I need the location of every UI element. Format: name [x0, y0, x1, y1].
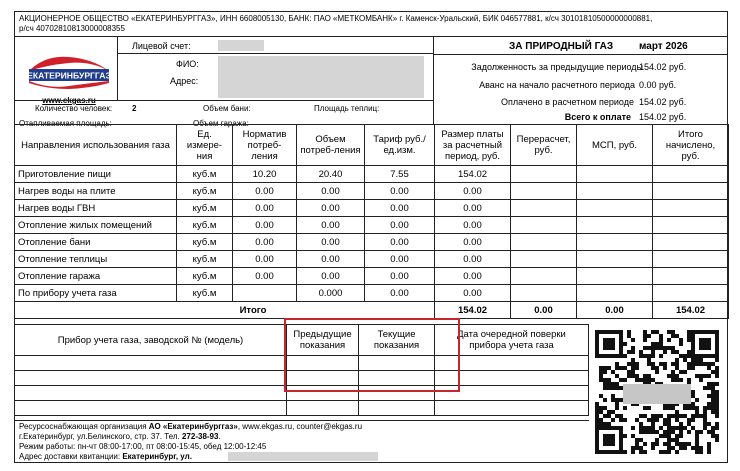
cell-unit: куб.м: [177, 200, 233, 217]
cell-total: [653, 166, 729, 183]
cell-tariff: 0.00: [365, 183, 435, 200]
cell-direction: Нагрев воды ГВН: [15, 200, 177, 217]
col-header-recalc: Перерасчет, руб.: [511, 125, 577, 166]
cell-msp: [577, 217, 653, 234]
prev-reading-input[interactable]: [287, 401, 359, 416]
table-row: [15, 183, 729, 200]
cell-direction: Отопление теплицы: [15, 251, 177, 268]
cell-unit: куб.м: [177, 268, 233, 285]
summary-advance-value: 0.00 руб.: [639, 80, 677, 90]
fio-label: ФИО:: [176, 59, 199, 69]
cell-msp: [577, 200, 653, 217]
footer-delivery-addr: Екатеринбург, ул.: [122, 452, 192, 461]
summary-debt-value: 154.02 руб.: [639, 62, 687, 72]
cell-msp: [577, 268, 653, 285]
cell-total: [653, 217, 729, 234]
payment-qr-code: [595, 330, 719, 454]
table-row: [15, 285, 729, 302]
meter-device-cell: [15, 371, 287, 386]
cell-unit: куб.м: [177, 285, 233, 302]
cell-recalc: [511, 251, 577, 268]
total-sum: 154.02: [653, 302, 729, 319]
cell-unit: куб.м: [177, 166, 233, 183]
summary-paid-label: Оплачено в расчетном периоде: [501, 97, 634, 107]
cell-msp: [577, 234, 653, 251]
col-header-direction: Направления использования газа: [15, 125, 177, 166]
col-header-unit: Ед. измере-ния: [177, 125, 233, 166]
cell-unit: куб.м: [177, 217, 233, 234]
verify-date-cell: [435, 401, 589, 416]
divider: [15, 100, 433, 101]
bank-details-line2: р/сч 40702810813000008355: [19, 23, 125, 33]
total-label: Итого: [15, 302, 435, 319]
cell-recalc: [511, 166, 577, 183]
cell-norm: 0.00: [233, 183, 297, 200]
cell-volume: 0.00: [297, 251, 365, 268]
col-header-volume: Объем потреб-ления: [297, 125, 365, 166]
charges-table: [14, 124, 729, 319]
cell-tariff: 0.00: [365, 234, 435, 251]
cell-recalc: [511, 200, 577, 217]
website-link[interactable]: www.ekgas.ru: [42, 96, 96, 105]
qr-redacted: [623, 384, 691, 404]
footer-delivery-pre: Адрес доставки квитанции:: [19, 452, 123, 461]
cell-total: [653, 234, 729, 251]
cell-recalc: [511, 217, 577, 234]
heated-area-label: Отапливаемая площадь:: [19, 119, 112, 128]
cell-total: [653, 200, 729, 217]
cell-direction: Нагрев воды на плите: [15, 183, 177, 200]
cell-norm: 0.00: [233, 200, 297, 217]
cell-norm: 0.00: [233, 234, 297, 251]
footer-org-post: , www.ekgas.ru, counter@ekgas.ru: [237, 422, 363, 431]
cell-norm: 0.00: [233, 251, 297, 268]
bank-details: [19, 14, 723, 33]
footer-address-post: .: [218, 432, 221, 441]
meter-prev-header: Предыдущие показания: [287, 325, 359, 356]
col-header-tariff: Тариф руб./ед.изм.: [365, 125, 435, 166]
meter-row: [15, 401, 589, 416]
address-label: Адрес:: [170, 76, 199, 86]
cell-volume: 0.00: [297, 200, 365, 217]
cell-volume: 20.40: [297, 166, 365, 183]
cell-tariff: 0.00: [365, 217, 435, 234]
col-header-msp: МСП, руб.: [577, 125, 653, 166]
footer-org-pre: Ресурсоснабжающая организация: [19, 422, 149, 431]
cell-volume: 0.00: [297, 183, 365, 200]
cell-payment: 154.02: [435, 166, 511, 183]
footer-delivery-line: [19, 452, 192, 462]
cell-tariff: 7.55: [365, 166, 435, 183]
people-value: 2: [132, 104, 137, 113]
footer-hours: Режим работы: пн-чт 08:00-17:00, пт 08:00-15:45, обед 12:00-12:45: [19, 442, 267, 451]
table-row: [15, 251, 729, 268]
cell-payment: 0.00: [435, 183, 511, 200]
cell-total: [653, 268, 729, 285]
cell-tariff: 0.00: [365, 200, 435, 217]
cell-norm: 10.20: [233, 166, 297, 183]
table-row: [15, 234, 729, 251]
cell-payment: 0.00: [435, 200, 511, 217]
cell-recalc: [511, 183, 577, 200]
cell-payment: 0.00: [435, 234, 511, 251]
cell-recalc: [511, 268, 577, 285]
table-row: [15, 166, 729, 183]
cell-direction: Отопление жилых помещений: [15, 217, 177, 234]
cell-volume: 0.00: [297, 234, 365, 251]
summary-total-value: 154.02 руб.: [639, 112, 687, 122]
cell-msp: [577, 251, 653, 268]
divider: [15, 420, 589, 421]
logo-text: ЕКАТЕРИНБУРГГАЗ: [27, 70, 111, 81]
cell-payment: 0.00: [435, 285, 511, 302]
curr-reading-input[interactable]: [359, 401, 435, 416]
meter-curr-header: Текущие показания: [359, 325, 435, 356]
summary-total-label: Всего к оплате: [564, 112, 631, 122]
meter-device-header: Прибор учета газа, заводской № (модель): [15, 325, 287, 356]
company-logo: [25, 53, 113, 105]
cell-tariff: 0.00: [365, 285, 435, 302]
footer-address-pre: г.Екатеринбург, ул.Белинского, стр. 37. Тел.: [19, 432, 182, 441]
delivery-address-redacted: [228, 452, 378, 461]
cell-volume: 0.000: [297, 285, 365, 302]
col-header-norm: Норматив потреб-ления: [233, 125, 297, 166]
cell-payment: 0.00: [435, 217, 511, 234]
table-header-row: [15, 125, 729, 166]
cell-direction: По прибору учета газа: [15, 285, 177, 302]
cell-payment: 0.00: [435, 251, 511, 268]
cell-unit: куб.м: [177, 234, 233, 251]
divider: [433, 54, 727, 55]
summary-debt-label: Задолженность за предыдущие периоды: [471, 62, 643, 72]
total-recalc: 0.00: [511, 302, 577, 319]
cell-volume: 0.00: [297, 268, 365, 285]
cell-direction: Отопление бани: [15, 234, 177, 251]
meter-device-cell: [15, 386, 287, 401]
account-number-redacted: [218, 40, 264, 51]
summary-advance-label: Аванс на начало расчетного периода: [479, 80, 635, 90]
footer-org-line: [19, 422, 362, 432]
divider: [15, 36, 727, 37]
meter-verify-header: Дата очередной поверки прибора учета газа: [435, 325, 589, 356]
cell-total: [653, 183, 729, 200]
col-header-total: Итого начислено, руб.: [653, 125, 729, 166]
fio-address-redacted: [218, 56, 424, 98]
cell-recalc: [511, 285, 577, 302]
divider: [433, 36, 434, 124]
total-payment: 154.02: [435, 302, 511, 319]
summary-title: ЗА ПРИРОДНЫЙ ГАЗ: [509, 41, 614, 52]
cell-msp: [577, 166, 653, 183]
meter-device-cell: [15, 356, 287, 371]
divider: [117, 36, 118, 100]
cell-unit: куб.м: [177, 183, 233, 200]
people-label: Количество человек:: [35, 104, 113, 113]
footer-address-line: [19, 432, 221, 442]
bath-label: Объем бани:: [203, 104, 251, 113]
cell-msp: [577, 285, 653, 302]
cell-payment: 0.00: [435, 268, 511, 285]
cell-direction: Приготовление пищи: [15, 166, 177, 183]
summary-paid-value: 154.02 руб.: [639, 97, 687, 107]
cell-volume: 0.00: [297, 217, 365, 234]
cell-total: [653, 251, 729, 268]
table-row: [15, 217, 729, 234]
readings-highlight: [284, 318, 460, 392]
cell-norm: 0.00: [233, 268, 297, 285]
cell-direction: Отопление гаража: [15, 268, 177, 285]
account-label: Лицевой счет:: [132, 41, 191, 51]
cell-recalc: [511, 234, 577, 251]
greenhouse-label: Площадь теплиц:: [314, 104, 380, 113]
footer-phone: 272-38-93: [181, 432, 219, 441]
total-msp: 0.00: [577, 302, 653, 319]
garage-label: Объем гаража:: [193, 119, 249, 128]
cell-norm: 0.00: [233, 217, 297, 234]
divider: [117, 53, 433, 54]
table-total-row: [15, 302, 729, 319]
footer-org-name: АО «Екатеринбурггаз»: [148, 422, 238, 431]
cell-tariff: 0.00: [365, 251, 435, 268]
cell-norm: [233, 285, 297, 302]
cell-tariff: 0.00: [365, 268, 435, 285]
logo-emblem-icon: [25, 53, 113, 89]
cell-unit: куб.м: [177, 251, 233, 268]
table-row: [15, 200, 729, 217]
summary-period: март 2026: [639, 41, 688, 52]
meter-device-cell: [15, 401, 287, 416]
invoice-sheet: [14, 11, 728, 463]
bank-details-line1: АКЦИОНЕРНОЕ ОБЩЕСТВО «ЕКАТЕРИНБУРГГАЗ», ИНН 6608005130, БАНК: ПАО «МЕТКОМБАНК» г. Каменск-Уральский, БИК 046577881, к/сч 30101810500000000881,: [19, 14, 653, 23]
table-row: [15, 268, 729, 285]
col-header-payment: Размер платы за расчетный период, руб.: [435, 125, 511, 166]
cell-total: [653, 285, 729, 302]
cell-msp: [577, 183, 653, 200]
